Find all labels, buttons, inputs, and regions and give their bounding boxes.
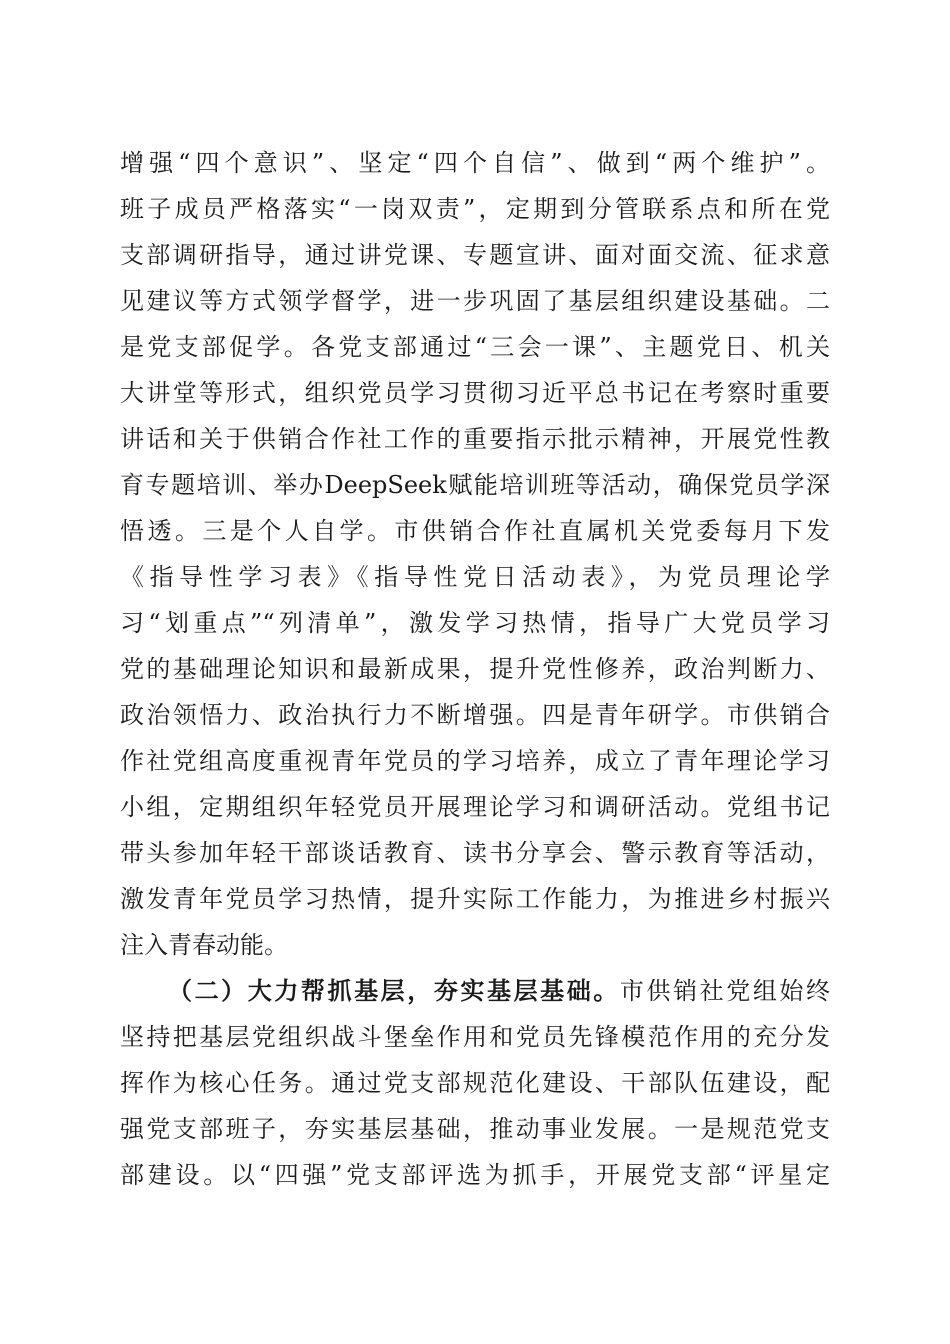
document-body	[120, 140, 830, 1198]
body-line: 育专题培训、举办DeepSeek赋能培训班等活动，确保党员学深	[120, 471, 830, 499]
body-line: 讲话和关于供销合作社工作的重要指示批示精神，开展党性教	[120, 425, 830, 453]
body-line: 见建议等方式领学督学，进一步巩固了基层组织建设基础。二	[120, 287, 830, 315]
body-line: 增强“四个意识”、坚定“四个自信”、做到“两个维护”。	[120, 149, 830, 177]
body-line: 激发青年党员学习热情，提升实际工作能力，为推进乡村振兴	[120, 885, 830, 913]
body-line: 作社党组高度重视青年党员的学习培养，成立了青年理论学习	[120, 747, 830, 775]
body-line: 大讲堂等形式，组织党员学习贯彻习近平总书记在考察时重要	[120, 379, 830, 407]
body-line: 带头参加年轻干部谈话教育、读书分享会、警示教育等活动，	[120, 839, 830, 867]
body-line: 悟透。三是个人自学。市供销合作社直属机关党委每月下发	[120, 517, 830, 545]
body-line: 班子成员严格落实“一岗双责”，定期到分管联系点和所在党	[120, 195, 830, 223]
body-line: 是党支部促学。各党支部通过“三会一课”、主题党日、机关	[120, 333, 830, 361]
body-line: 《指导性学习表》《指导性党日活动表》，为党员理论学	[120, 563, 830, 591]
paragraph-last-line: 注入青春动能。	[120, 931, 288, 959]
section-heading: （二）大力帮抓基层，夯实基层基础。	[168, 976, 620, 1005]
body-line: 党的基础理论知识和最新成果，提升党性修养，政治判断力、	[120, 655, 830, 683]
body-line: 小组，定期组织年轻党员开展理论学习和调研活动。党组书记	[120, 793, 830, 821]
body-line: 坚持把基层党组织战斗堡垒作用和党员先锋模范作用的充分发	[120, 1023, 830, 1051]
body-line: 支部调研指导，通过讲党课、专题宣讲、面对面交流、征求意	[120, 241, 830, 269]
section-heading-continuation: 市供销社党组始终	[619, 977, 830, 1005]
body-line: 强党支部班子，夯实基层基础，推动事业发展。一是规范党支	[120, 1115, 830, 1143]
body-line: 挥作为核心任务。通过党支部规范化建设、干部队伍建设，配	[120, 1069, 830, 1097]
body-line: 习“划重点”“列清单”，激发学习热情，指导广大党员学习	[120, 609, 830, 637]
body-line: 部建设。以“四强”党支部评选为抓手，开展党支部“评星定	[120, 1161, 830, 1189]
body-line: 政治领悟力、政治执行力不断增强。四是青年研学。市供销合	[120, 701, 830, 729]
section-heading-line	[120, 968, 830, 1014]
